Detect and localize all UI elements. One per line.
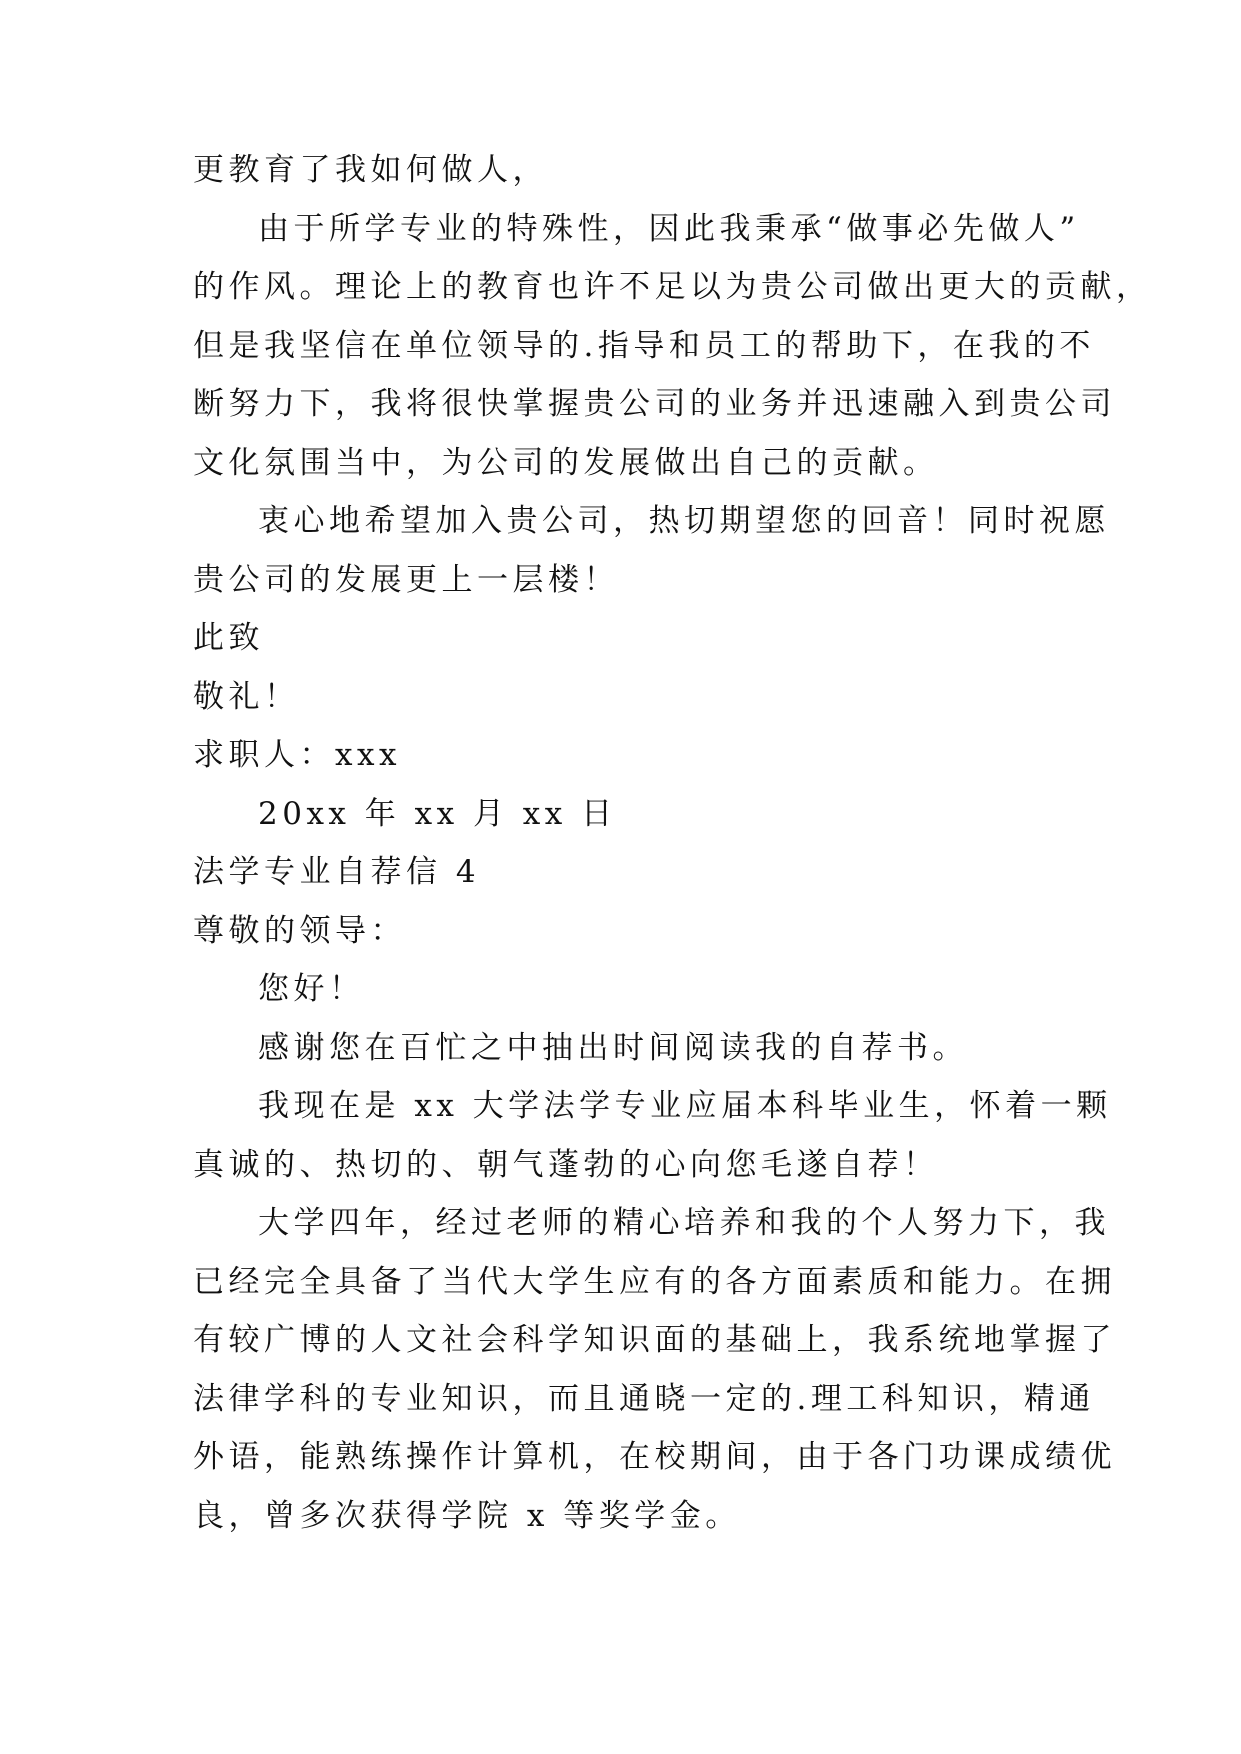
- text-line-22: 法律学科的专业知识，而且通晓一定的.理工科知识，精通: [193, 1381, 1095, 1417]
- text-line-6: 文化氛围当中，为公司的发展做出自己的贡献。: [193, 445, 939, 481]
- text-line-5: 断努力下，我将很快掌握贵公司的业务并迅速融入到贵公司: [193, 386, 1116, 422]
- text-line-23: 外语，能熟练操作计算机，在校期间，由于各门功课成绩优: [193, 1439, 1116, 1475]
- text-line-19: 大学四年，经过老师的精心培养和我的个人努力下，我: [258, 1205, 1110, 1241]
- text-line-7: 衷心地希望加入贵公司，热切期望您的回音！同时祝愿: [258, 503, 1110, 539]
- text-line-24: 良，曾多次获得学院 x 等奖学金。: [193, 1498, 741, 1534]
- text-line-13: 法学专业自荐信 4: [193, 854, 481, 890]
- text-line-4: 但是我坚信在单位领导的.指导和员工的帮助下，在我的不: [193, 328, 1095, 364]
- text-line-18: 真诚的、热切的、朝气蓬勃的心向您毛遂自荐！: [193, 1147, 939, 1183]
- text-line-12: 20xx 年 xx 月 xx 日: [258, 796, 617, 832]
- text-line-9: 此致: [193, 620, 264, 656]
- text-line-3: 的作风。理论上的教育也许不足以为贵公司做出更大的贡献，: [193, 269, 1152, 305]
- text-line-16: 感谢您在百忙之中抽出时间阅读我的自荐书。: [258, 1030, 968, 1066]
- text-line-1: 更教育了我如何做人，: [193, 152, 548, 188]
- text-line-15: 您好！: [258, 971, 365, 1007]
- text-line-10: 敬礼！: [193, 679, 300, 715]
- text-line-11: 求职人：xxx: [193, 737, 401, 773]
- text-line-20: 已经完全具备了当代大学生应有的各方面素质和能力。在拥: [193, 1264, 1116, 1300]
- text-line-14: 尊敬的领导：: [193, 913, 406, 949]
- text-line-8: 贵公司的发展更上一层楼！: [193, 562, 619, 598]
- text-line-17: 我现在是 xx 大学法学专业应届本科毕业生，怀着一颗: [258, 1088, 1112, 1124]
- text-line-2: 由于所学专业的特殊性，因此我秉承“做事必先做人”: [258, 211, 1080, 247]
- text-line-21: 有较广博的人文社会科学知识面的基础上，我系统地掌握了: [193, 1322, 1116, 1358]
